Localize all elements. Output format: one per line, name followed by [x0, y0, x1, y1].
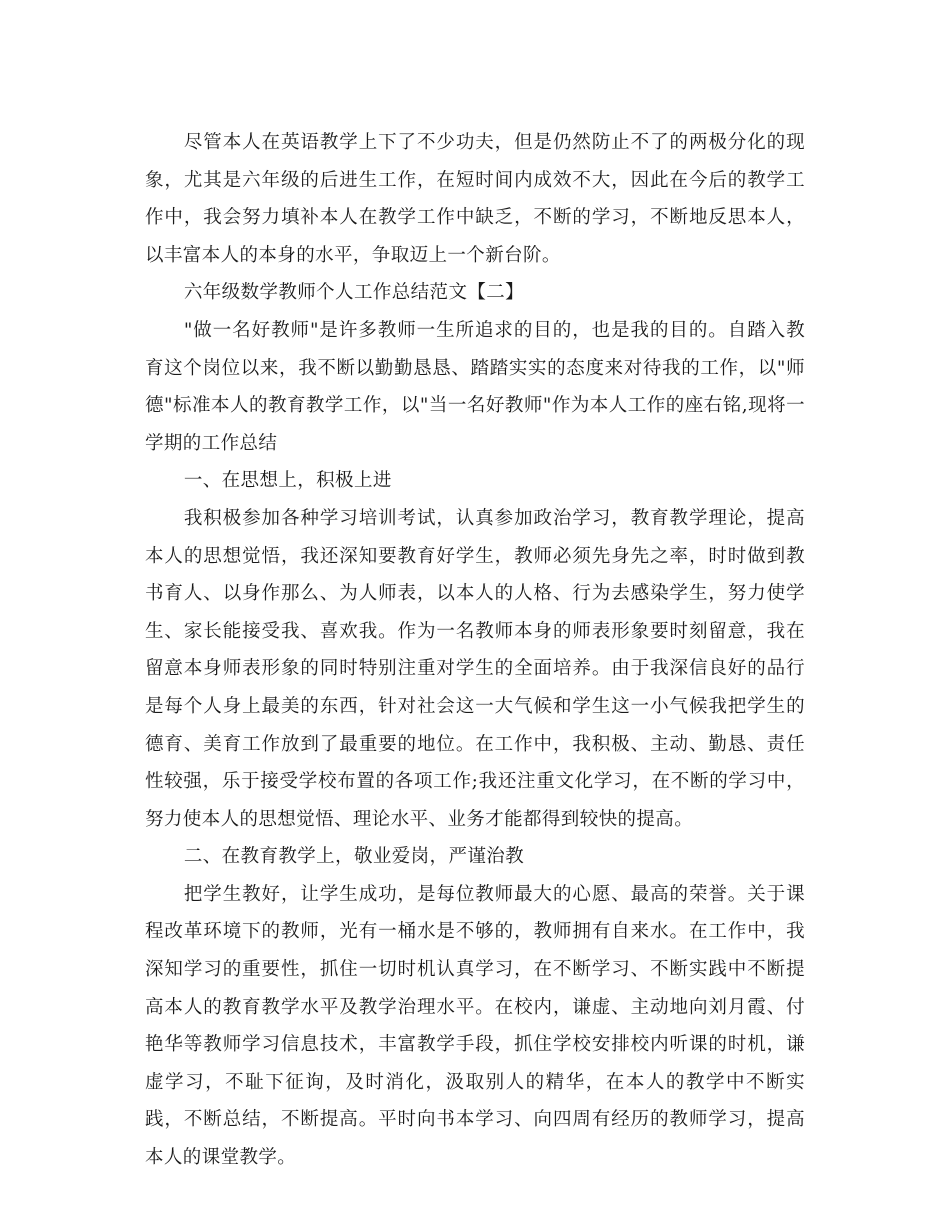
heading-thought: 一、在思想上，积极上进: [183, 470, 392, 492]
paragraph-teaching: 把学生教好，让学生成功，是每位教师最大的心愿、最高的荣誉。关于课程改革环境下的教师，光有一桶水是不够的，教师拥有自来水。在工作中，我深知学习的重要性，抓住一切时机认真学习，在不断学习、不断实践中不断提高本人的教育教学水平及教学治理水平。在校内，谦虚、主动地向刘月霞、付艳华等教师学习信息技术，丰富教学手段，抓住学校安排校内听课的时机，谦虚学习，不耻下征询，及时消化，汲取别人的精华，在本人的教学中不断实践，不断总结，不断提高。平时向书本学习、向四周有经历的教师学习，提高本人的课堂教学。: [145, 883, 805, 1169]
heading-teaching: 二、在教育教学上，敬业爱岗，严谨治教: [183, 846, 525, 868]
paragraph-english-teaching-reflection: 尽管本人在英语教学上下了不少功夫，但是仍然防止不了的两极分化的现象，尤其是六年级的后进生工作，在短时间内成效不大，因此在今后的教学工作中，我会努力填补本人在教学工作中缺乏，不断的学习，不断地反思本人，以丰富本人的本身的水平，争取迈上一个新台阶。: [145, 132, 805, 266]
section-title-sample-two: 六年级数学教师个人工作总结范文【二】: [183, 282, 525, 304]
document-body: [145, 124, 805, 1177]
paragraph-thought: 我积极参加各种学习培训考试，认真参加政治学习，教育教学理论，提高本人的思想觉悟，我还深知要教育好学生，教师必须先身先之率，时时做到教书育人、以身作那么、为人师表，以本人的人格、行为去感染学生，努力使学生、家长能接受我、喜欢我。作为一名教师本身的师表形象要时刻留意，我在留意本身师表形象的同时特别注重对学生的全面培养。由于我深信良好的品行是每个人身上最美的东西，针对社会这一大气候和学生这一小气候我把学生的德育、美育工作放到了最重要的地位。在工作中，我积极、主动、勤恳、责任性较强，乐于接受学校布置的各项工作;我还注重文化学习，在不断的学习中，努力使本人的思想觉悟、理论水平、业务才能都得到较快的提高。: [145, 507, 805, 830]
paragraph-good-teacher-intro: "做一名好教师"是许多教师一生所追求的目的，也是我的目的。自踏入教育这个岗位以来，我不断以勤勤恳恳、踏踏实实的态度来对待我的工作，以"师德"标准本人的教育教学工作，以"当一名好教师"作为本人工作的座右铭,现将一学期的工作总结: [145, 319, 805, 454]
